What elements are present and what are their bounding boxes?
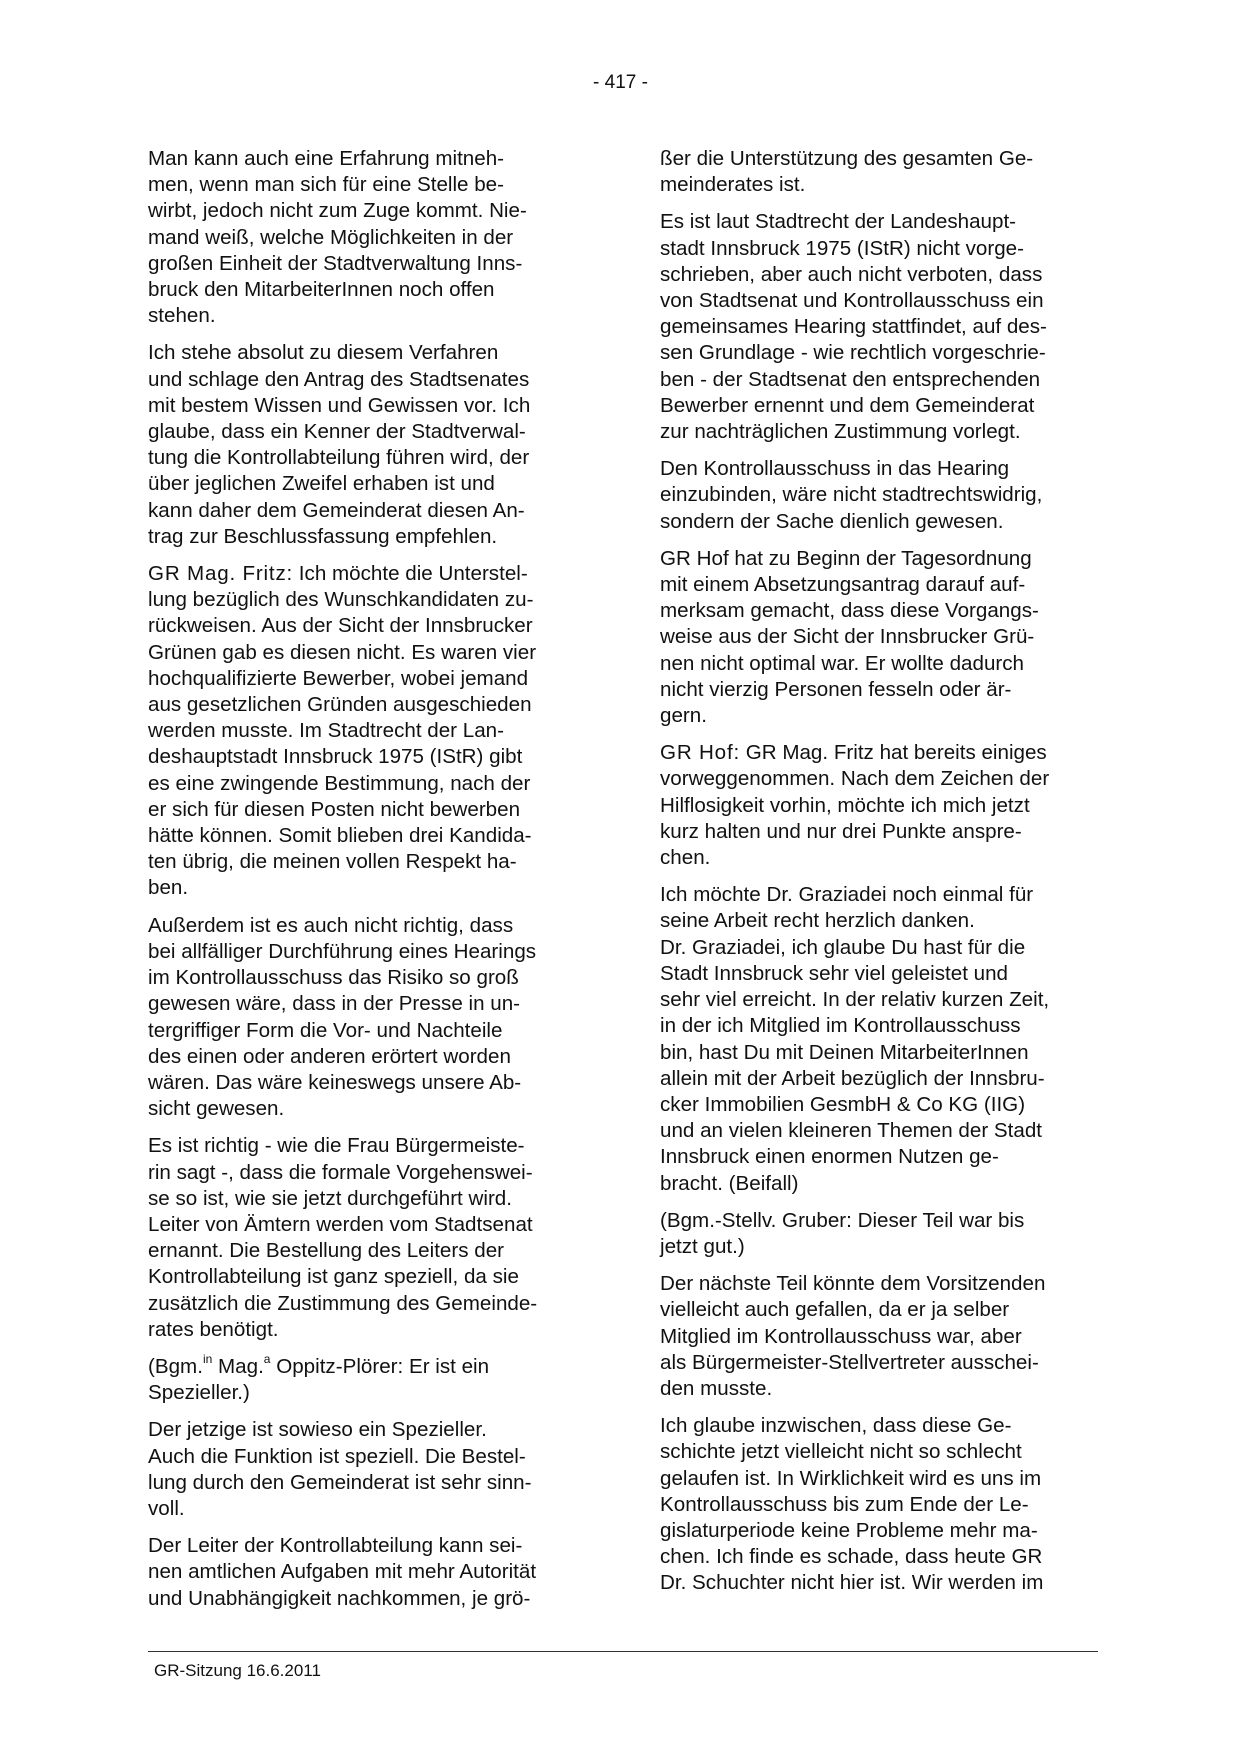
- text-line: Den Kontrollausschuss in das Hearing: [660, 457, 1010, 481]
- text-line: hochqualifizierte Bewerber, wobei jemand: [148, 666, 529, 690]
- text-line: mit einem Absetzungsantrag darauf auf-: [660, 573, 1026, 597]
- paragraph: [148, 1133, 594, 1343]
- text-line: gelaufen ist. In Wirklichkeit wird es uns im: [660, 1466, 1042, 1490]
- text-fragment: Ich möchte die Unterstel-: [293, 562, 528, 586]
- text-line: den musste.: [660, 1376, 773, 1400]
- text-line: Bewerber ernennt und dem Gemeinderat: [660, 393, 1035, 417]
- text-line: nen nicht optimal war. Er wollte dadurch: [660, 651, 1025, 675]
- paragraph: [148, 561, 594, 902]
- text-line: Mitglied im Kontrollausschuss war, aber: [660, 1324, 1022, 1348]
- text-line: wären. Das wäre keineswegs unsere Ab-: [148, 1070, 522, 1094]
- text-line: ten übrig, die meinen vollen Respekt ha-: [148, 850, 517, 874]
- paragraph: [660, 1413, 1108, 1596]
- paragraph: [660, 1208, 1108, 1260]
- left-column: [148, 146, 594, 1623]
- text-line: bruck den MitarbeiterInnen noch offen: [148, 278, 495, 302]
- text-line: gislaturperiode keine Probleme mehr ma-: [660, 1518, 1038, 1542]
- text-line: (Bgm.-Stellv. Gruber: Dieser Teil war bis: [660, 1208, 1025, 1232]
- text-line: nen amtlichen Aufgaben mit mehr Autorität: [148, 1560, 537, 1584]
- text-line: tergriffiger Form die Vor- und Nachteile: [148, 1018, 503, 1042]
- text-line: ben - der Stadtsenat den entsprechenden: [660, 367, 1041, 391]
- text-line: ßer die Unterstützung des gesamten Ge-: [660, 147, 1034, 170]
- text-line: mand weiß, welche Möglichkeiten in der: [148, 225, 514, 249]
- text-line: voll.: [148, 1496, 185, 1520]
- text-line: Auch die Funktion ist speziell. Die Bestel-: [148, 1444, 526, 1468]
- text-line: und schlage den Antrag des Stadtsenates: [148, 367, 530, 391]
- paragraph: [148, 146, 594, 329]
- text-line: und Unabhängigkeit nachkommen, je grö-: [148, 1586, 531, 1610]
- text-line: Spezieller.): [148, 1381, 250, 1405]
- text-line: vielleicht auch gefallen, da er ja selber: [660, 1298, 1010, 1322]
- text-line: im Kontrollausschuss das Risiko so groß: [148, 966, 519, 990]
- text-line: sicht gewesen.: [148, 1097, 285, 1121]
- text-line: schrieben, aber auch nicht verboten, dass: [660, 262, 1043, 286]
- text-line: zusätzlich die Zustimmung des Gemeinde-: [148, 1291, 538, 1315]
- text-line: zur nachträglichen Zustimmung vorlegt.: [660, 420, 1021, 444]
- text-line: meinderates ist.: [660, 173, 806, 197]
- text-line: sondern der Sache dienlich gewesen.: [660, 509, 1004, 533]
- text-line: kurz halten und nur drei Punkte anspre-: [660, 819, 1022, 843]
- text-line: merksam gemacht, dass diese Vorgangs-: [660, 599, 1039, 623]
- text-line: chen.: [660, 846, 711, 870]
- paragraph: [660, 146, 1108, 198]
- text-line: [660, 740, 1108, 766]
- text-line: rückweisen. Aus der Sicht der Innsbrucker: [148, 614, 533, 638]
- text-line: ernannt. Die Bestellung des Leiters der: [148, 1239, 505, 1263]
- text-line: stehen.: [148, 304, 216, 328]
- superscript: in: [202, 1352, 213, 1367]
- text-line: Ich stehe absolut zu diesem Verfahren: [148, 341, 499, 365]
- text-line: [148, 1354, 594, 1380]
- superscript: a: [263, 1352, 271, 1367]
- text-line: glaube, dass ein Kenner der Stadtverwal-: [148, 420, 526, 444]
- text-line: deshauptstadt Innsbruck 1975 (IStR) gibt: [148, 745, 523, 769]
- speaker-name: GR Mag. Fritz:: [148, 562, 294, 586]
- text-line: bei allfälliger Durchführung eines Hearings: [148, 939, 537, 963]
- text-line: Dr. Graziadei, ich glaube Du hast für die: [660, 935, 1026, 959]
- text-line: Kontrollabteilung ist ganz speziell, da sie: [148, 1265, 519, 1289]
- text-line: Kontrollausschuss bis zum Ende der Le-: [660, 1492, 1029, 1516]
- text-line: Es ist richtig - wie die Frau Bürgermeiste-: [148, 1134, 525, 1158]
- text-line: bracht. (Beifall): [660, 1171, 799, 1195]
- paragraph: [660, 456, 1108, 535]
- text-line: allein mit der Arbeit bezüglich der Innsbru-: [660, 1066, 1045, 1090]
- text-line: sehr viel erreicht. In der relativ kurzen Zeit,: [660, 988, 1050, 1012]
- speaker-name: GR Hof:: [660, 741, 740, 765]
- text-line: tung die Kontrollabteilung führen wird, der: [148, 446, 530, 470]
- text-line: rin sagt -, dass die formale Vorgehenswei-: [148, 1160, 533, 1184]
- text-line: über jeglichen Zweifel erhaben ist und: [148, 472, 495, 496]
- text-line: Ich glaube inzwischen, dass diese Ge-: [660, 1414, 1012, 1438]
- text-line: mit bestem Wissen und Gewissen vor. Ich: [148, 393, 531, 417]
- text-line: Grünen gab es diesen nicht. Es waren vier: [148, 640, 537, 664]
- text-line: Hilflosigkeit vorhin, möchte ich mich jetzt: [660, 793, 1030, 817]
- text-line: Außerdem ist es auch nicht richtig, dass: [148, 913, 514, 937]
- text-line: aus gesetzlichen Gründen ausgeschieden: [148, 693, 532, 717]
- text-line: jetzt gut.): [660, 1234, 745, 1258]
- text-line: trag zur Beschlussfassung empfehlen.: [148, 524, 498, 548]
- text-line: und an vielen kleineren Themen der Stadt: [660, 1119, 1042, 1143]
- paragraph: [660, 546, 1108, 729]
- text-fragment: (Bgm.: [148, 1354, 203, 1378]
- text-line: gemeinsames Hearing stattfindet, auf des-: [660, 315, 1047, 339]
- text-line: kann daher dem Gemeinderat diesen An-: [148, 498, 525, 522]
- text-line: cker Immobilien GesmbH & Co KG (IIG): [660, 1092, 1026, 1116]
- text-line: lung durch den Gemeinderat ist sehr sinn-: [148, 1470, 532, 1494]
- text-line: schichte jetzt vielleicht nicht so schlecht: [660, 1440, 1022, 1464]
- text-line: großen Einheit der Stadtverwaltung Inns-: [148, 251, 523, 275]
- text-line: lung bezüglich des Wunschkandidaten zu-: [148, 588, 534, 612]
- text-line: des einen oder anderen erörtert worden: [148, 1044, 511, 1068]
- text-line: GR Hof hat zu Beginn der Tagesordnung: [660, 546, 1032, 570]
- paragraph: [148, 1354, 594, 1406]
- text-line: chen. Ich finde es schade, dass heute GR: [660, 1545, 1043, 1569]
- paragraph: [148, 1533, 594, 1612]
- text-line: Es ist laut Stadtrecht der Landeshaupt-: [660, 210, 1017, 234]
- text-line: vorweggenommen. Nach dem Zeichen der: [660, 767, 1050, 791]
- page-number: - 417 -: [593, 72, 648, 93]
- text-line: stadt Innsbruck 1975 (IStR) nicht vorge-: [660, 236, 1024, 260]
- text-line: sen Grundlage - wie rechtlich vorgeschrie-: [660, 341, 1046, 365]
- text-line: rates benötigt.: [148, 1317, 279, 1341]
- text-line: Ich möchte Dr. Graziadei noch einmal für: [660, 883, 1034, 907]
- text-fragment: GR Mag. Fritz hat bereits einiges: [739, 741, 1047, 765]
- text-line: gewesen wäre, dass in der Presse in un-: [148, 992, 521, 1016]
- text-line: bin, hast Du mit Deinen MitarbeiterInnen: [660, 1040, 1029, 1064]
- text-line: Der nächste Teil könnte dem Vorsitzenden: [660, 1272, 1046, 1296]
- text-line: men, wenn man sich für eine Stelle be-: [148, 173, 504, 197]
- text-line: hätte können. Somit blieben drei Kandida-: [148, 824, 532, 848]
- text-line: von Stadtsenat und Kontrollausschuss ein: [660, 289, 1044, 313]
- text-fragment: Mag.: [212, 1354, 264, 1378]
- paragraph: [148, 1417, 594, 1522]
- text-line: gern.: [660, 704, 707, 728]
- text-line: seine Arbeit recht herzlich danken.: [660, 909, 975, 933]
- text-line: wirbt, jedoch nicht zum Zuge kommt. Nie-: [148, 199, 527, 223]
- text-line: se so ist, wie sie jetzt durchgeführt wird.: [148, 1186, 512, 1210]
- text-line: [148, 561, 594, 587]
- paragraph: [148, 913, 594, 1123]
- text-line: einzubinden, wäre nicht stadtrechtswidrig,: [660, 483, 1043, 507]
- text-line: Stadt Innsbruck sehr viel geleistet und: [660, 961, 1009, 985]
- text-line: er sich für diesen Posten nicht bewerben: [148, 797, 521, 821]
- text-fragment: Oppitz-Plörer: Er ist ein: [270, 1354, 490, 1378]
- text-line: Innsbruck einen enormen Nutzen ge-: [660, 1145, 999, 1169]
- text-line: werden musste. Im Stadtrecht der Lan-: [148, 719, 504, 743]
- right-column: [660, 146, 1108, 1608]
- footer-session-date: GR-Sitzung 16.6.2011: [154, 1661, 321, 1680]
- paragraph: [660, 882, 1108, 1196]
- text-line: Leiter von Ämtern werden vom Stadtsenat: [148, 1212, 533, 1236]
- paragraph: [148, 340, 594, 550]
- paragraph: [660, 740, 1108, 871]
- text-line: Der Leiter der Kontrollabteilung kann sei-: [148, 1534, 523, 1558]
- text-line: in der ich Mitglied im Kontrollausschuss: [660, 1014, 1021, 1038]
- paragraph: [660, 1271, 1108, 1402]
- text-line: als Bürgermeister-Stellvertreter ausschei-: [660, 1350, 1039, 1374]
- text-line: Dr. Schuchter nicht hier ist. Wir werden im: [660, 1571, 1044, 1595]
- text-line: ben.: [148, 876, 189, 900]
- text-line: nicht vierzig Personen fesseln oder är-: [660, 677, 1012, 701]
- text-line: weise aus der Sicht der Innsbrucker Grü-: [660, 625, 1035, 649]
- footer-divider: [148, 1651, 1098, 1652]
- paragraph: [660, 209, 1108, 445]
- text-line: Man kann auch eine Erfahrung mitneh-: [148, 147, 505, 170]
- text-line: es eine zwingende Bestimmung, nach der: [148, 771, 531, 795]
- text-line: Der jetzige ist sowieso ein Spezieller.: [148, 1418, 487, 1442]
